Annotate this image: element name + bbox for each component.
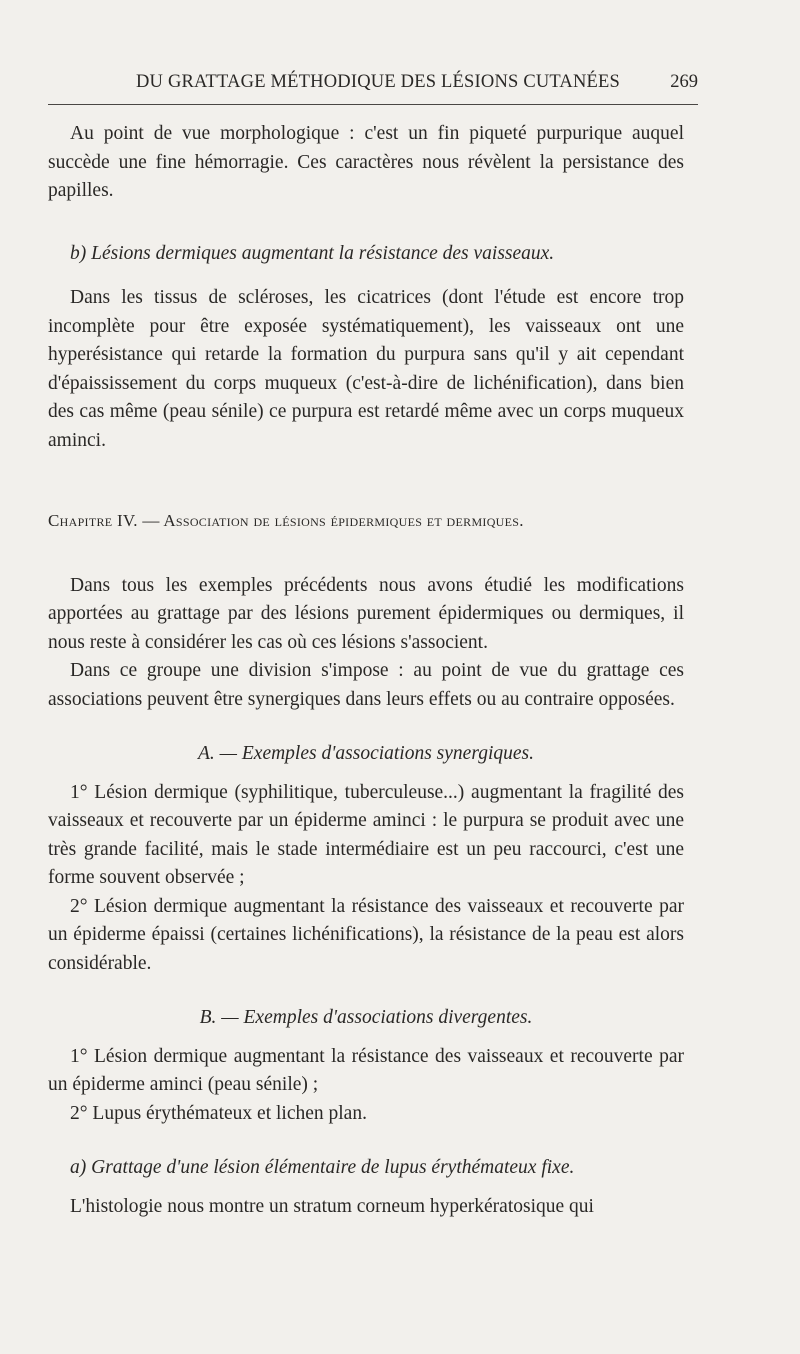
chapter-heading: Chapitre IV. — Association de lésions épidermiques et dermiques.	[48, 511, 524, 530]
header-rule	[48, 104, 698, 105]
paragraph-histology: L'histologie nous montre un stratum corneum hyperkératosique qui	[70, 1195, 594, 1217]
subheading-a-lupus: a) Grattage d'une lésion élémentaire de lupus érythémateux fixe.	[70, 1157, 575, 1178]
paragraph-division: Dans ce groupe une division s'impose : au point de vue du grattage ces associations peuvent être synergiques dans leurs effets ou au contraire opposées.	[48, 660, 684, 710]
running-title: DU GRATTAGE MÉTHODIQUE DES LÉSIONS CUTANÉES	[136, 72, 621, 92]
section-heading-b: B. — Exemples d'associations divergentes.	[199, 1007, 533, 1028]
list-item-b2: 2° Lupus érythémateux et lichen plan.	[70, 1102, 367, 1124]
section-heading-a: A. — Exemples d'associations synergiques.	[198, 743, 534, 764]
paragraph-examples: Dans tous les exemples précédents nous avons étudié les modifications apportées au grattage par des lésions purement épidermiques ou dermiques, il nous reste à considérer les cas où ces lésions s'associent.	[48, 574, 684, 653]
paragraph-scleroses: Dans les tissus de scléroses, les cicatrices (dont l'étude est encore trop incomplète pour être exposée systématiquement), les vaisseaux ont une hyperésistance qui retarde la formation du purpura sans qu'il y ait cependant d'épaississement du corps muqueux (c'est-à-dire de lichénification), dans bien des cas même (peau sénile) ce purpura est retardé même avec un corps muqueux aminci.	[48, 287, 684, 451]
page-body	[48, 120, 684, 1221]
running-header	[48, 66, 698, 102]
list-item-a1: 1° Lésion dermique (syphilitique, tuberculeuse...) augmentant la fragilité des vaisseaux et recouverte par un épiderme aminci : le purpura se produit avec une très grande facilité, mais le stade intermédiaire est un peu raccourci, c'est une forme souvent observée ;	[48, 781, 684, 888]
subheading-b: b) Lésions dermiques augmentant la résistance des vaisseaux.	[70, 242, 555, 264]
page-number: 269	[670, 72, 698, 92]
paragraph-morphology: Au point de vue morphologique : c'est un fin piqueté purpurique auquel succède une fine hémorragie. Ces caractères nous révèlent la persistance des papilles.	[48, 123, 684, 201]
list-item-b1: 1° Lésion dermique augmentant la résistance des vaisseaux et recouverte par un épiderme aminci (peau sénile) ;	[48, 1045, 684, 1095]
list-item-a2: 2° Lésion dermique augmentant la résistance des vaisseaux et recouverte par un épiderme épaissi (certaines lichénifications), la résistance de la peau est alors considérable.	[48, 895, 684, 974]
